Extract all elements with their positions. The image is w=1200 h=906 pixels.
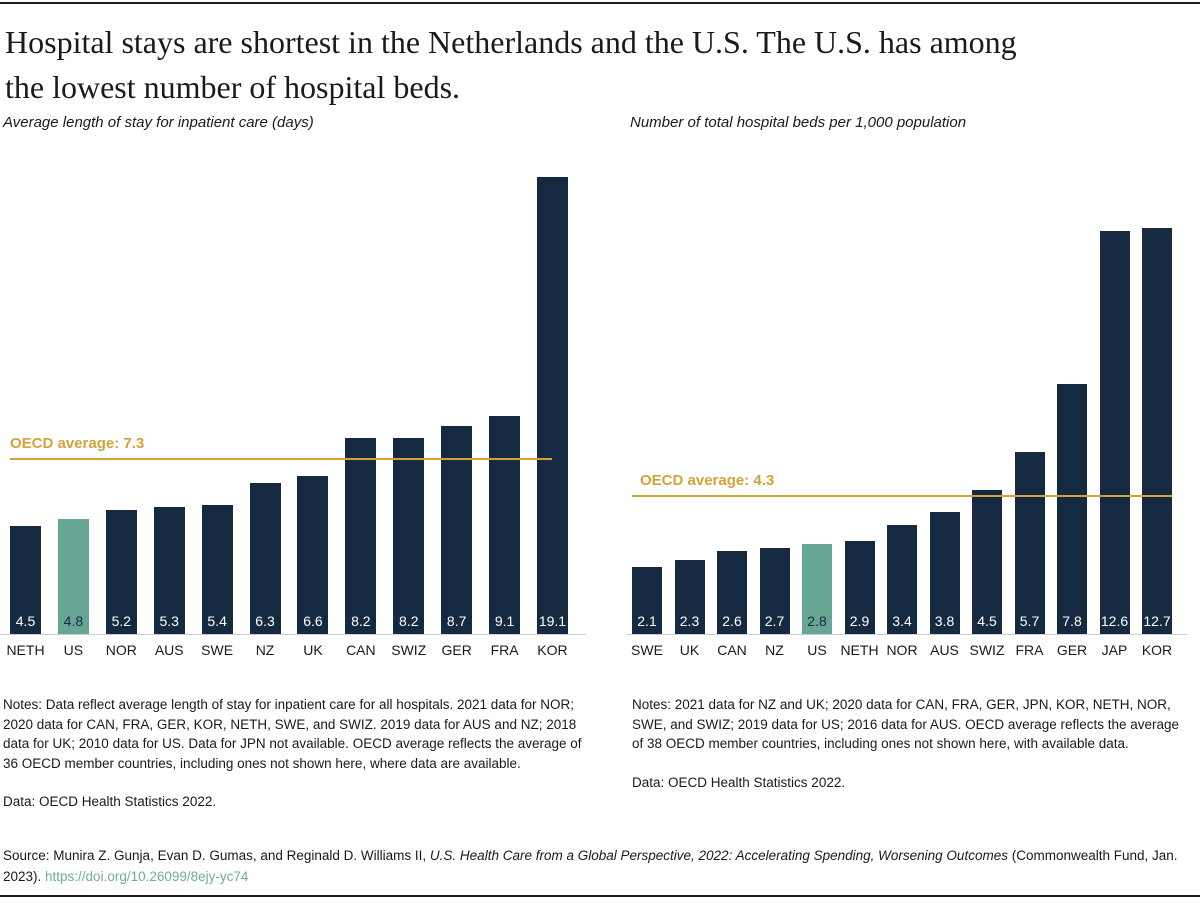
bar-column-neth — [6, 170, 45, 658]
bar-category-label: NZ — [765, 642, 784, 658]
bar-category-label: AUS — [930, 642, 959, 658]
bar-value-label: 2.1 — [637, 613, 657, 629]
chart-average-length-of-stay — [6, 170, 568, 658]
bar-value-label: 9.1 — [494, 613, 515, 629]
bar-value-label: 4.5 — [977, 613, 997, 629]
bar-column-kor — [537, 170, 568, 658]
bar-column-fra — [1015, 170, 1045, 658]
bar-value-label: 8.2 — [351, 613, 371, 629]
bar-swe — [632, 567, 662, 634]
bar-value-label: 2.7 — [764, 613, 785, 629]
oecd-average-line — [10, 458, 552, 460]
bar-category-label: FRA — [490, 642, 519, 658]
source-suffix: (Commonwealth Fund, Jan. 2023). — [3, 848, 1178, 884]
bar-category-label: UK — [679, 642, 700, 658]
bar-value-label: 2.9 — [849, 613, 870, 629]
bar-value-label: 8.2 — [399, 613, 419, 629]
bar-column-aus — [154, 170, 185, 658]
page-title — [5, 20, 1175, 110]
bar-fra — [1015, 452, 1045, 634]
bar-column-us — [802, 170, 832, 658]
bar-category-label: SWIZ — [391, 642, 427, 658]
bar-category-label: GER — [441, 642, 472, 658]
bar-column-us — [58, 170, 89, 658]
bar-column-swiz — [391, 170, 427, 658]
bar-ger — [1057, 384, 1087, 634]
bar-value-label: 5.7 — [1019, 613, 1040, 629]
bar-can — [345, 438, 376, 634]
bar-category-label: KOR — [1141, 642, 1173, 658]
source-link[interactable]: https://doi.org/10.26099/8ejy-yc74 — [45, 869, 249, 884]
bar-column-neth — [840, 170, 879, 658]
oecd-average-line — [632, 495, 1172, 497]
bar-value-label: 6.3 — [255, 613, 275, 629]
bar-value-label: 2.6 — [722, 613, 742, 629]
bar-column-ger — [441, 170, 472, 658]
bar-value-label: 3.8 — [934, 613, 955, 629]
chart-left-baseline — [0, 634, 586, 635]
bar-column-nz — [250, 170, 281, 658]
chart-right-notes-block — [632, 695, 1194, 792]
bar-nor — [106, 510, 137, 634]
bar-column-swe — [201, 170, 234, 658]
bar-category-label: UK — [303, 642, 323, 658]
page-title-line-1: Hospital stays are shortest in the Netherlands and the U.S. The U.S. has among — [5, 24, 1017, 60]
bar-neth — [10, 526, 41, 634]
bar-value-label: 12.6 — [1100, 613, 1129, 629]
bar-value-label: 5.2 — [111, 613, 132, 629]
bar-value-label: 12.7 — [1143, 613, 1171, 629]
bar-swiz — [972, 490, 1002, 634]
bar-value-label: 2.8 — [807, 613, 827, 629]
bar-kor — [537, 177, 568, 634]
chart-right-data-source: Data: OECD Health Statistics 2022. — [632, 774, 846, 790]
bar-value-label: 5.3 — [159, 613, 179, 629]
bar-column-uk — [675, 170, 705, 658]
bar-uk — [675, 560, 705, 634]
bar-category-label: CAN — [717, 642, 747, 658]
bar-category-label: SWE — [201, 642, 234, 658]
bar-column-ger — [1056, 170, 1088, 658]
bar-aus — [154, 507, 185, 634]
chart-left-notes-block — [3, 695, 595, 812]
bar-neth — [845, 541, 875, 634]
bar-column-swe — [631, 170, 663, 658]
bar-column-fra — [489, 170, 520, 658]
bar-category-label: JAP — [1101, 642, 1128, 658]
bar-value-label: 5.4 — [207, 613, 227, 629]
bar-columns — [631, 170, 1173, 658]
bar-category-label: KOR — [537, 642, 568, 658]
bar-category-label: CAN — [346, 642, 376, 658]
bar-category-label: NOR — [886, 642, 918, 658]
bar-category-label: US — [807, 642, 827, 658]
bar-column-jap — [1100, 170, 1130, 658]
bar-column-aus — [930, 170, 960, 658]
bar-value-label: 6.6 — [303, 613, 323, 629]
source-report-title: U.S. Health Care from a Global Perspective, 2022: Accelerating Spending, Worsening Outcomes — [429, 848, 1008, 863]
chart-left-notes: Notes: Data reflect average length of stay for inpatient care for all hospitals. 2021 data for NOR; 2020 data for CAN, FRA, GER, KOR, NETH, SWE, and SWIZ. 2019 data for AUS and NZ; 2018 data for UK; 2010 data for US. Data for JPN not available. OECD average reflects the average of 36 OECD member countries, including ones not shown here, where data are available. — [3, 697, 582, 771]
bar-value-label: 7.8 — [1062, 613, 1082, 629]
bar-columns — [6, 170, 568, 658]
bar-category-label: NETH — [6, 642, 45, 658]
bar-swe — [202, 505, 233, 634]
bar-can — [717, 551, 747, 634]
bar-us — [58, 519, 89, 634]
bar-uk — [297, 476, 328, 634]
bar-category-label: NETH — [840, 642, 879, 658]
chart-right-baseline — [627, 634, 1187, 635]
chart-right-notes: Notes: 2021 data for NZ and UK; 2020 data for CAN, FRA, GER, JPN, KOR, NETH, NOR, SWE, and SWIZ; 2019 data for US; 2016 data for AUS. OECD average reflects the average of 38 OECD member countries, including ones not shown here, with available data. — [632, 697, 1180, 751]
bar-column-nz — [760, 170, 790, 658]
bar-value-label: 19.1 — [538, 613, 567, 629]
bar-value-label: 4.8 — [63, 613, 84, 629]
page-title-line-2: the lowest number of hospital beds. — [5, 69, 461, 105]
oecd-average-label: OECD average: 4.3 — [640, 472, 775, 489]
top-rule — [0, 2, 1200, 4]
bar-category-label: SWE — [631, 642, 663, 658]
bar-value-label: 4.5 — [15, 613, 36, 629]
bar-nor — [887, 525, 917, 634]
bar-swiz — [393, 438, 424, 634]
bar-column-uk — [297, 170, 328, 658]
source-line — [3, 845, 1181, 887]
bar-value-label: 8.7 — [446, 613, 467, 629]
bar-category-label: NZ — [255, 642, 275, 658]
bar-kor — [1142, 228, 1172, 634]
bar-column-can — [345, 170, 376, 658]
bar-category-label: SWIZ — [969, 642, 1005, 658]
bar-column-nor — [105, 170, 137, 658]
bar-value-label: 2.3 — [679, 613, 700, 629]
source-prefix: Source: Munira Z. Gunja, Evan D. Gumas, and Reginald D. Williams II, — [3, 848, 430, 863]
bar-nz — [760, 548, 790, 634]
bottom-rule — [0, 895, 1200, 897]
oecd-average-label: OECD average: 7.3 — [10, 435, 145, 452]
bar-column-kor — [1141, 170, 1173, 658]
chart-left-data-source: Data: OECD Health Statistics 2022. — [3, 794, 217, 809]
bar-column-nor — [886, 170, 918, 658]
bar-nz — [250, 483, 281, 634]
chart-left-subtitle: Average length of stay for inpatient care (days) — [3, 114, 314, 131]
bar-fra — [489, 416, 520, 634]
bar-category-label: NOR — [105, 642, 137, 658]
bar-column-can — [717, 170, 747, 658]
bar-column-swiz — [969, 170, 1005, 658]
bar-us — [802, 544, 832, 634]
bar-value-label: 3.4 — [892, 613, 912, 629]
bar-category-label: US — [63, 642, 84, 658]
bar-category-label: AUS — [154, 642, 184, 658]
bar-jap — [1100, 231, 1130, 634]
bar-aus — [930, 512, 960, 634]
bar-category-label: FRA — [1015, 642, 1044, 658]
chart-right-subtitle: Number of total hospital beds per 1,000 population — [630, 114, 967, 131]
chart-hospital-beds-per-1000 — [631, 170, 1173, 658]
bar-category-label: GER — [1056, 642, 1088, 658]
